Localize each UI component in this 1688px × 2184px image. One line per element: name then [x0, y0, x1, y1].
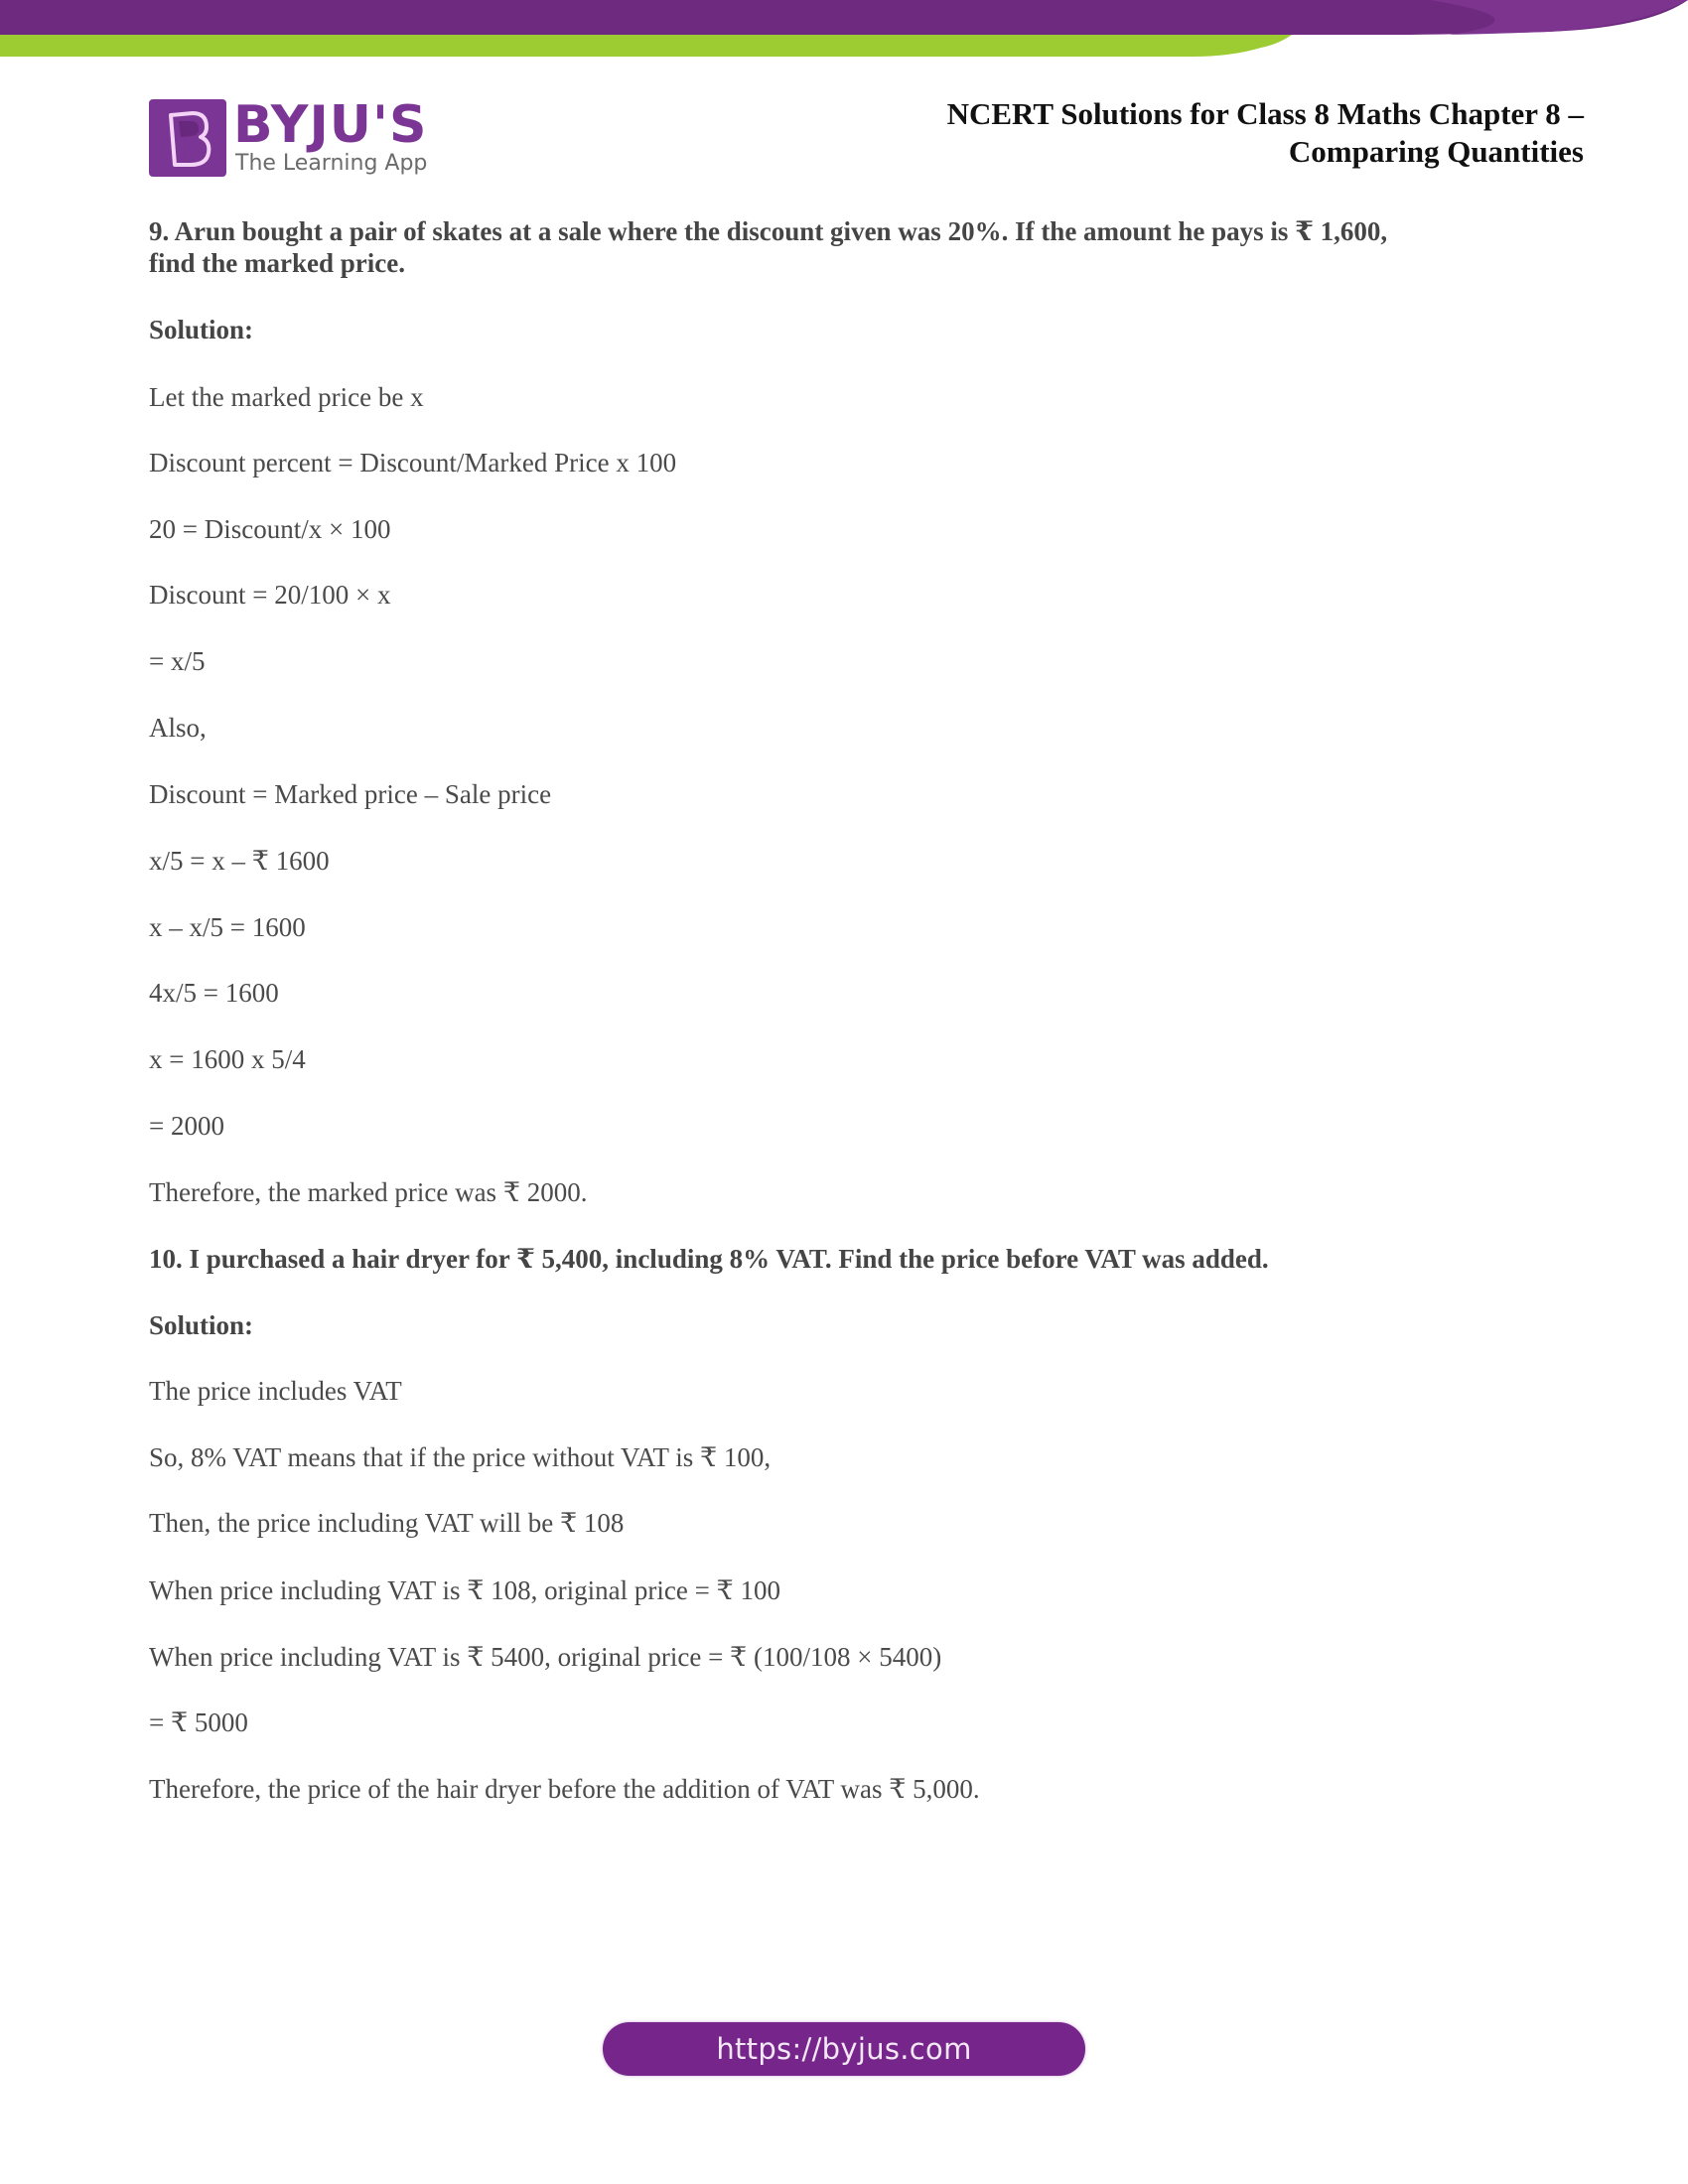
q9-step: x/5 = x – ₹ 1600 — [149, 846, 330, 876]
q9-conclusion: Therefore, the marked price was ₹ 2000. — [149, 1177, 588, 1207]
q9-step: 20 = Discount/x × 100 — [149, 514, 391, 544]
question-10-text: 10. I purchased a hair dryer for ₹ 5,400, including 8% VAT. Find the price before VAT was added. — [149, 1244, 1269, 1274]
q9-step: = 2000 — [149, 1111, 224, 1141]
q10-step: When price including VAT is ₹ 108, original price = ₹ 100 — [149, 1575, 780, 1605]
byjus-logo — [149, 95, 437, 179]
question-9-solution-label: Solution: — [149, 315, 254, 344]
document-title-line-1: NCERT Solutions for Class 8 Maths Chapter 8 – — [946, 96, 1584, 131]
footer-url-link[interactable] — [603, 2022, 1085, 2076]
q10-step: The price includes VAT — [149, 1376, 402, 1406]
q9-step: Discount = 20/100 × x — [149, 580, 391, 610]
q9-step: Discount percent = Discount/Marked Price x 100 — [149, 448, 677, 478]
question-9-text-line-1: 9. Arun bought a pair of skates at a sale where the discount given was 20%. If the amount he pays is ₹ 1,600, — [149, 216, 1388, 246]
q9-step: = x/5 — [149, 646, 206, 676]
q9-step: x = 1600 x 5/4 — [149, 1044, 306, 1074]
document-title — [947, 95, 1584, 171]
q9-step: Let the marked price be x — [149, 382, 424, 412]
header-decorative-bands — [0, 0, 1688, 69]
brand-tagline: The Learning App — [235, 151, 428, 176]
q10-step: When price including VAT is ₹ 5400, original price = ₹ (100/108 × 5400) — [149, 1642, 942, 1672]
q9-step: Also, — [149, 713, 207, 743]
q10-step: So, 8% VAT means that if the price without VAT is ₹ 100, — [149, 1442, 772, 1472]
q9-step: Discount = Marked price – Sale price — [149, 779, 552, 809]
q9-step: 4x/5 = 1600 — [149, 978, 279, 1008]
logo-b-icon — [149, 99, 226, 177]
footer-url-text: https://byjus.com — [716, 2032, 972, 2066]
brand-name: BYJU'S — [233, 95, 428, 155]
question-9-text-line-2: find the marked price. — [149, 248, 405, 278]
q10-step: Then, the price including VAT will be ₹ 108 — [149, 1508, 625, 1538]
q10-step: = ₹ 5000 — [149, 1707, 248, 1737]
question-10-solution-label: Solution: — [149, 1310, 254, 1340]
q9-step: x – x/5 = 1600 — [149, 912, 306, 942]
q10-conclusion: Therefore, the price of the hair dryer before the addition of VAT was ₹ 5,000. — [149, 1774, 980, 1804]
document-title-line-2: Comparing Quantities — [1288, 134, 1584, 169]
